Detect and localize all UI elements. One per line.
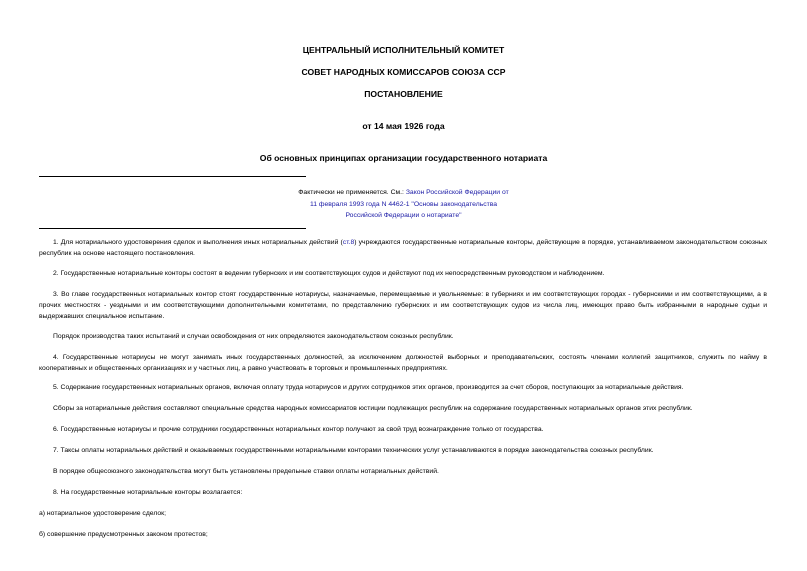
status-note (200, 187, 607, 222)
paragraph-8: 8. На государственные нотариальные конторы возлагается: (53, 489, 243, 496)
paragraph-1 (39, 237, 767, 259)
paragraph-7: 7. Таксы оплаты нотариальных действий и оказываемых государственными нотариальными конторами технических услуг устанавливаются в порядке законодательства союзных республик. (53, 447, 654, 454)
article-8-link[interactable]: ст.8 (342, 239, 355, 246)
paragraph-2: 2. Государственные нотариальные конторы состоят в ведении губернских и им соответствующих судов и действуют под их непосредственным руководством и наблюдением. (53, 270, 605, 277)
law-link-line-3[interactable]: Российской Федерации о нотариате" (345, 212, 462, 219)
paragraph-5-note: Сборы за нотариальные действия составляют специальные средства народных комиссариатов юстиции подлежащих республик на содержание государственных нотариальных органов этих республик. (53, 405, 693, 412)
paragraph-3-note: Порядок производства таких испытаний и случаи освобождения от них определяются законодательством союзных республик. (53, 333, 454, 340)
paragraph-1-text: 1. Для нотариального удостоверения сделок и выполнения иных нотариальных действий ( (53, 239, 343, 246)
status-note-text: Фактически не применяется. См.: (298, 189, 406, 196)
paragraph-8-item-a: а) нотариальное удостоверение сделок; (39, 510, 167, 517)
paragraph-8-item-b: б) совершение предусмотренных законом протестов; (39, 531, 208, 538)
council-heading: СОВЕТ НАРОДНЫХ КОМИССАРОВ СОЮЗА ССР (301, 67, 506, 77)
paragraph-7-note: В порядке общесоюзного законодательства могут быть установлены предельные ставки оплаты нотариальных действий. (53, 468, 439, 475)
paragraph-5: 5. Содержание государственных нотариальных органов, включая оплату труда нотариусов и других сотрудников этих органов, производится за счет сборов, поступающих за нотариальные действия. (53, 384, 684, 391)
paragraph-4: 4. Государственные нотариусы не могут занимать иных государственных должностей, за исключением должностей выборных и преподавательских, состоять членами коллегий защитников, служить по найму в кооперативных и общественных организациях и у частных лиц, а равно участвовать в торговых и промышленных предприятиях. (39, 354, 767, 372)
divider-bottom (39, 228, 306, 229)
divider-top (39, 176, 306, 177)
document-title: Об основных принципах организации государственного нотариата (259, 153, 548, 163)
paragraph-1-text-cont: ) учреждаются государственные нотариальные конторы, действующие в порядке, устанавливаемом законодательством союзных республик на основе настоящего постановления. (39, 239, 767, 257)
paragraph-6: 6. Государственные нотариусы и прочие сотрудники государственных нотариальных контор получают за свой труд вознаграждение только от государства. (53, 426, 544, 433)
document-type-heading: ПОСТАНОВЛЕНИЕ (364, 89, 443, 99)
document-date: от 14 мая 1926 года (362, 121, 445, 131)
issuer-heading: ЦЕНТРАЛЬНЫЙ ИСПОЛНИТЕЛЬНЫЙ КОМИТЕТ (302, 45, 505, 55)
law-link-line-2[interactable]: 11 февраля 1993 года N 4462-1 "Основы законодательства (309, 200, 498, 208)
paragraph-3: 3. Во главе государственных нотариальных контор стоят государственные нотариусы, назначаемые, перемещаемые и увольняемые: в губерниях и им соответствующих городах - губернскими и им соответствующими, а в прочих местностях - уездными и им соответствующими дополнительными комитетами, по представлению губернских и им соответствующих судов из числа лиц, имеющих право быть избранными в народные судьи и выдержавших специальное испытание. (39, 291, 767, 320)
law-link-line-1[interactable]: Закон Российской Федерации от (405, 189, 509, 196)
